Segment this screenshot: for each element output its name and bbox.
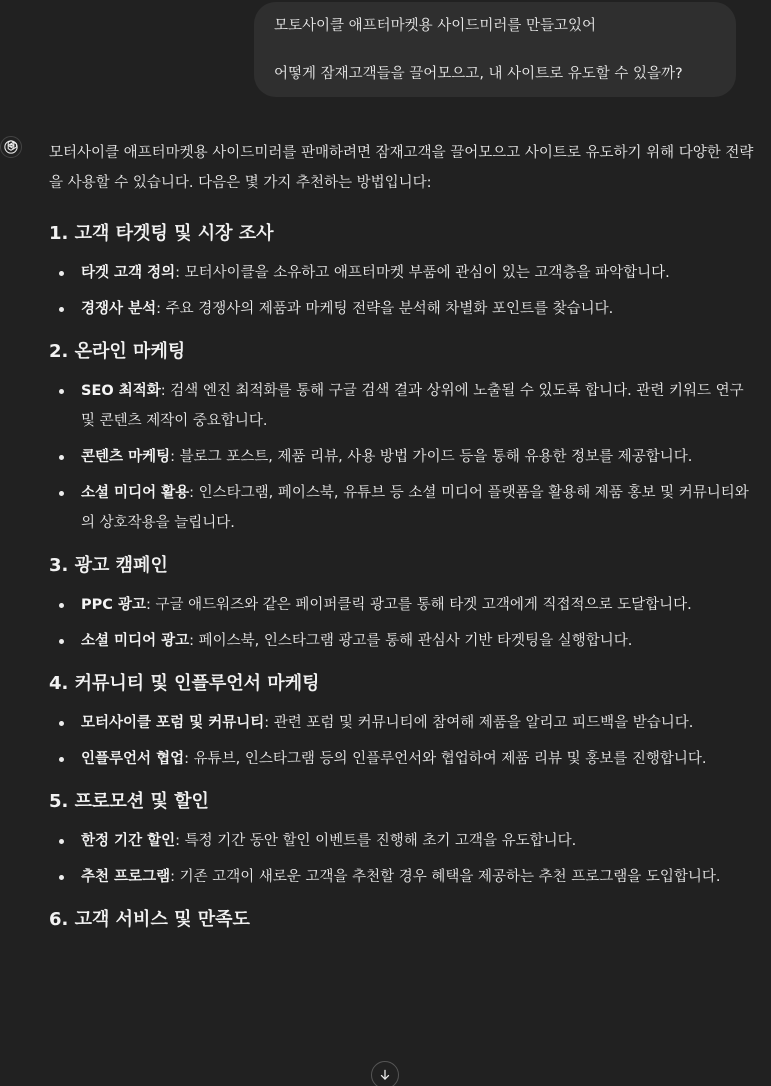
list-item-text: : 기존 고객이 새로운 고객을 추천할 경우 혜택을 제공하는 추천 프로그램을 도입합니다.	[170, 869, 721, 885]
list-item-term: 모터사이클 포럼 및 커뮤니티	[81, 715, 265, 731]
response-sections	[49, 216, 761, 938]
list-item-text: : 유튜브, 인스타그램 등의 인플루언서와 협업하여 제품 리뷰 및 홍보를 진행합니다.	[184, 751, 707, 767]
list-item-term: SEO 최적화	[81, 383, 161, 399]
user-message-bubble	[254, 2, 736, 97]
bullet-list	[49, 826, 761, 892]
section-heading: 3. 광고 캠페인	[49, 555, 168, 576]
list-item	[49, 478, 761, 538]
user-message-line-1: 모토사이클 애프터마켓용 사이드미러를 만들고있어	[274, 18, 596, 34]
section-heading: 6. 고객 서비스 및 만족도	[49, 909, 250, 930]
section-heading: 5. 프로모션 및 할인	[49, 791, 209, 812]
list-item-term: 타겟 고객 정의	[81, 265, 176, 281]
list-item-term: 인플루언서 협업	[81, 751, 185, 767]
section-heading: 1. 고객 타겟팅 및 시장 조사	[49, 223, 274, 244]
bullet-list	[49, 708, 761, 774]
list-item-text: : 특정 기간 동안 할인 이벤트를 진행해 초기 고객을 유도합니다.	[175, 833, 577, 849]
list-item-text: : 관련 포럼 및 커뮤니티에 참여해 제품을 알리고 피드백을 받습니다.	[264, 715, 694, 731]
list-item-term: PPC 광고	[81, 597, 146, 613]
list-item-term: 추천 프로그램	[81, 869, 171, 885]
user-message-line-2: 어떻게 잠재고객들을 끌어모으고, 내 사이트로 유도할 수 있을까?	[274, 66, 683, 82]
list-item-term: 경쟁사 분석	[81, 301, 157, 317]
list-item	[49, 590, 761, 620]
list-item-text: : 블로그 포스트, 제품 리뷰, 사용 방법 가이드 등을 통해 유용한 정보를 제공합니다.	[170, 449, 693, 465]
list-item-text: : 주요 경쟁사의 제품과 마케팅 전략을 분석해 차별화 포인트를 찾습니다.	[156, 301, 614, 317]
scroll-to-bottom-button[interactable]	[371, 1061, 399, 1086]
list-item-text: : 모터사이클을 소유하고 애프터마켓 부품에 관심이 있는 고객층을 파악합니다.	[175, 265, 670, 281]
assistant-response	[49, 138, 761, 944]
openai-logo-icon	[0, 136, 22, 158]
section-heading: 2. 온라인 마케팅	[49, 341, 186, 362]
list-item-text: : 구글 애드워즈와 같은 페이퍼클릭 광고를 통해 타겟 고객에게 직접적으로 도달합니다.	[145, 597, 692, 613]
list-item	[49, 258, 761, 288]
list-item-term: 한정 기간 할인	[81, 833, 176, 849]
list-item-text: : 인스타그램, 페이스북, 유튜브 등 소셜 미디어 플랫폼을 활용해 제품 홍보 및 커뮤니티와의 상호작용을 늘립니다.	[81, 485, 749, 531]
bullet-list	[49, 258, 761, 324]
section-heading: 4. 커뮤니티 및 인플루언서 마케팅	[49, 673, 320, 694]
list-item-text: : 페이스북, 인스타그램 광고를 통해 관심사 기반 타겟팅을 실행합니다.	[189, 633, 633, 649]
arrow-down-icon	[378, 1068, 392, 1082]
list-item	[49, 826, 761, 856]
bullet-list	[49, 590, 761, 656]
list-item	[49, 294, 761, 324]
bullet-list	[49, 376, 761, 538]
list-item-text: : 검색 엔진 최적화를 통해 구글 검색 결과 상위에 노출될 수 있도록 합니다. 관련 키워드 연구 및 콘텐츠 제작이 중요합니다.	[81, 383, 744, 429]
response-intro: 모터사이클 애프터마켓용 사이드미러를 판매하려면 잠재고객을 끌어모으고 사이트로 유도하기 위해 다양한 전략을 사용할 수 있습니다. 다음은 몇 가지 추천하는 방법입니다:	[49, 145, 754, 191]
list-item-term: 콘텐츠 마케팅	[81, 449, 171, 465]
list-item	[49, 708, 761, 738]
list-item-term: 소셜 미디어 광고	[81, 633, 190, 649]
list-item	[49, 744, 761, 774]
list-item	[49, 626, 761, 656]
list-item	[49, 442, 761, 472]
list-item	[49, 862, 761, 892]
list-item	[49, 376, 761, 436]
list-item-term: 소셜 미디어 활용	[81, 485, 190, 501]
